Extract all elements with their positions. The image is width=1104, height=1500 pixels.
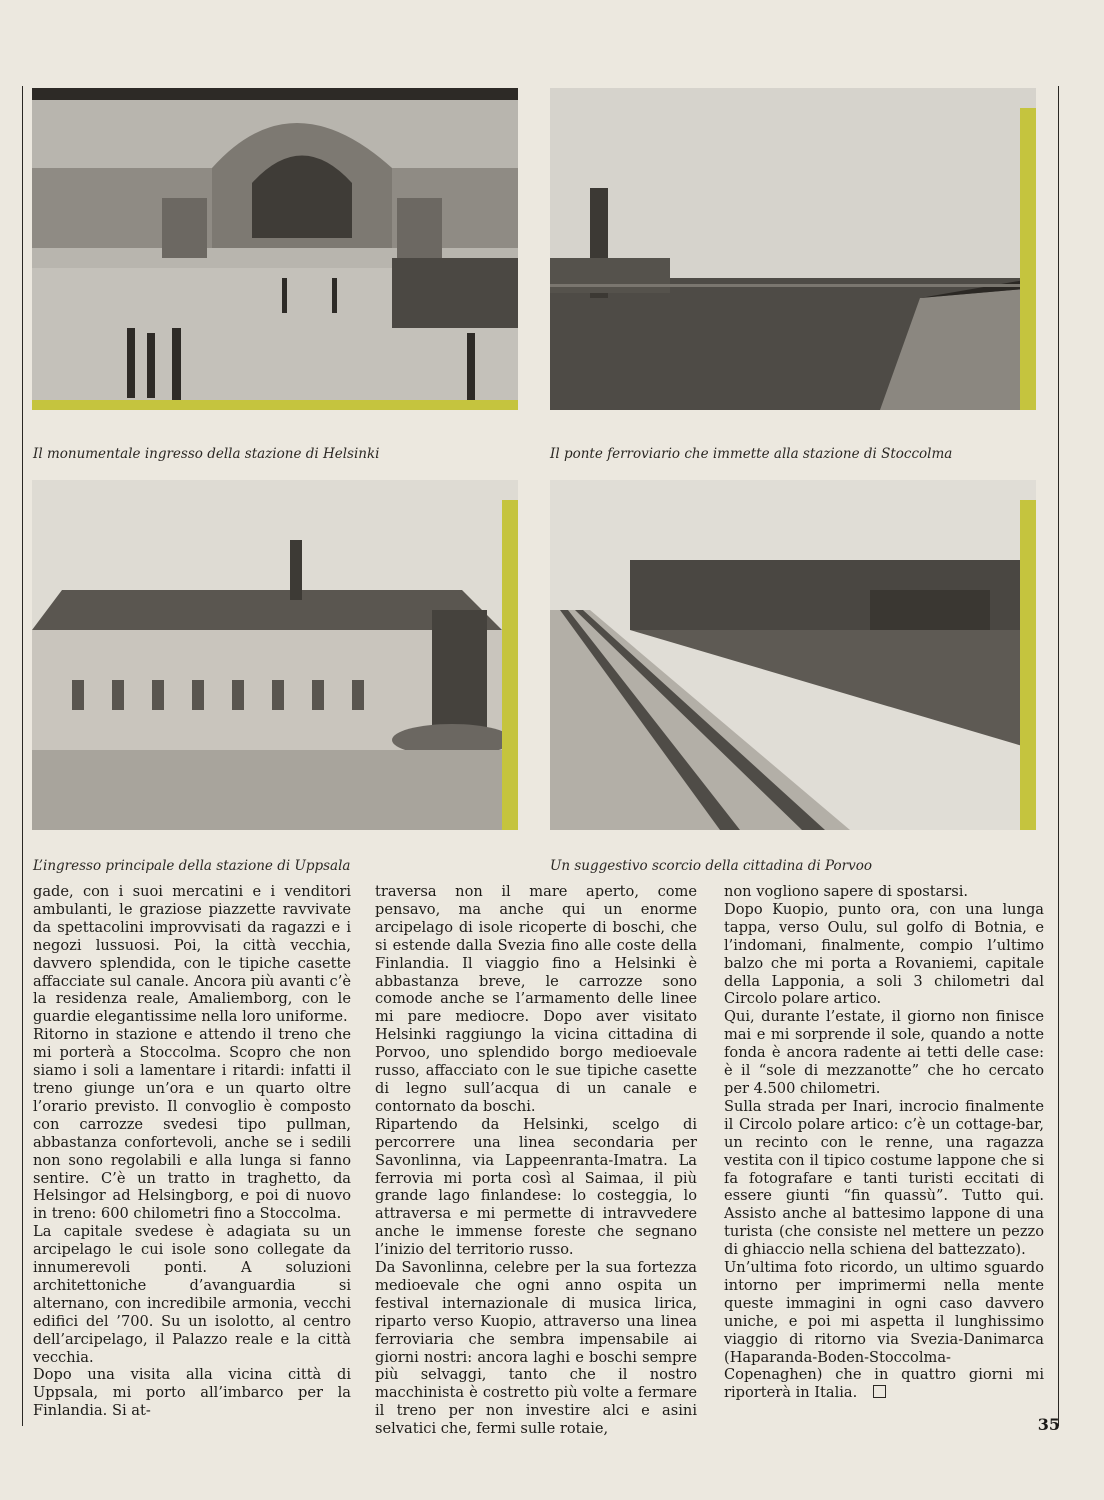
caption-stockholm: Il ponte ferroviario che immette alla stazione di Stoccolma [550,446,953,462]
porvoo-railway-photo-icon [550,480,1036,830]
left-rule [22,86,23,1426]
article-column-3 [724,883,1044,1402]
paragraph: Da Savonlinna, celebre per la sua fortezza medioevale che ogni anno ospita un festival internazionale di musica lirica, riparto verso Kuopio, attraverso una linea ferroviaria che sembra impensabile ai giorni nostri: ancora laghi e boschi sempre più selvaggi, tanto che il nostro macchinista è costretto più volte a fermare il treno per non investire alci e asini selvatici che, fermi sulle rotaie, [375,1259,697,1438]
paragraph: Dopo Kuopio, punto ora, con una lunga tappa, verso Oulu, sul golfo di Botnia, e l’indomani, finalmente, compio l’ultimo balzo che mi porta a Rovaniemi, capitale della Lapponia, a soli 3 chilometri dal Circolo polare artico. [724,900,1044,1008]
photo-stockholm [550,88,1036,410]
paragraph: traversa non il mare aperto, come pensavo, ma anche qui un enorme arcipelago di isole ricoperte di boschi, che si estende dalla Svezia fino alle coste della Finlandia. Il viaggio fino a Helsinki è abbastanza breve, le carrozze sono comode anche se l’armamento delle linee mi pare mediocre. Dopo aver visitato Helsinki raggiungo la vicina cittadina di Porvoo, uno splendido borgo medioevale russo, affacciato con le sue tipiche casette di legno sull’acqua di un canale e contornato da boschi. [375,883,697,1115]
caption-uppsala: L’ingresso principale della stazione di Uppsala [33,858,351,874]
paragraph: non vogliono sapere di spostarsi. [724,883,969,900]
helsinki-station-photo-icon [32,88,518,410]
paragraph: Un’ultima foto ricordo, un ultimo sguardo intorno per imprimermi nella mente queste immagini in ogni caso davvero uniche, e poi mi aspetta il lunghissimo viaggio di ritorno via Svezia-Danimarca (Haparanda-Boden-Stoccolma-Copenaghen) che in quattro giorni mi riporterà in Italia. [724,1259,1044,1402]
paragraph: Ripartendo da Helsinki, scelgo di percorrere una linea secondaria per Savonlinna, via Lappeenranta-Imatra. La ferrovia mi porta così al Saimaa, il più grande lago finlandese: lo costeggia, lo attraversa e mi permette di intravvedere anche le immense foreste che segnano l’inizio del territorio russo. [375,1115,697,1259]
paragraph-final [724,1259,1044,1402]
right-rule [1058,86,1059,1426]
caption-helsinki: Il monumentale ingresso della stazione di Helsinki [33,446,380,462]
stockholm-bridge-photo-icon [550,88,1036,410]
paragraph: La capitale svedese è adagiata su un arcipelago le cui isole sono collegate da innumerevoli ponti. A soluzioni architettoniche d’avanguardia si alternano, con incredibile armonia, vecchi edifici del ’700. Su un isolotto, al centro dell’arcipelago, il Palazzo reale e la città vecchia. [33,1223,351,1366]
page-number: 35 [1037,1415,1060,1434]
end-square-icon [873,1385,886,1398]
paragraph: gade, con i suoi mercatini e i venditori ambulanti, le graziose piazzette ravvivate da spettacolini improvvisati da ragazzi e i negozi lussuosi. Poi, la città vecchia, davvero splendida, con le tipiche casette affacciate sul canale. Ancora più avanti c’è la residenza reale, Amaliemborg, con le guardie elegantissime nella loro uniforme. [33,883,351,1026]
photo-porvoo [550,480,1036,830]
paragraph: Sulla strada per Inari, incrocio finalmente il Circolo polare artico: c’è un cottage-bar, un recinto con le renne, una ragazza vestita con il tipico costume lappone che si fa fotografare e tanti turisti eccitati di essere giunti “fin quassù”. Tutto qui. Assisto anche al battesimo lappone di una turista (che consiste nel mettere un pezzo di ghiaccio nella schiena del battezzato). [724,1097,1044,1259]
caption-porvoo: Un suggestivo scorcio della cittadina di Porvoo [550,858,872,874]
uppsala-station-photo-icon [32,480,518,830]
photo-helsinki [32,88,518,410]
paragraph: Qui, durante l’estate, il giorno non finisce mai e mi sorprende il sole, quando a notte fonda è ancora radente ai tetti delle case: è il “sole di mezzanotte” che ho cercato per 4.500 chilometri. [724,1008,1044,1097]
article-column-2 [375,883,697,1438]
paragraph: Ritorno in stazione e attendo il treno che mi porterà a Stoccolma. Scopro che non siamo i soli a lamentare i ritardi: infatti il treno giunge un’ora e un quarto oltre l’orario previsto. Il convoglio è composto con carrozze svedesi tipo pullman, abbastanza confortevoli, anche se i sedili non sono regolabili e alla lunga si fanno sentire. C’è un tratto in traghetto, da Helsingor ad Helsingborg, e poi di nuovo in treno: 600 chilometri fino a Stoccolma. [33,1026,351,1223]
article-column-1 [33,883,351,1420]
paragraph: Dopo una visita alla vicina città di Uppsala, mi porto all’imbarco per la Finlandia. Si at- [33,1366,351,1420]
photo-uppsala [32,480,518,830]
